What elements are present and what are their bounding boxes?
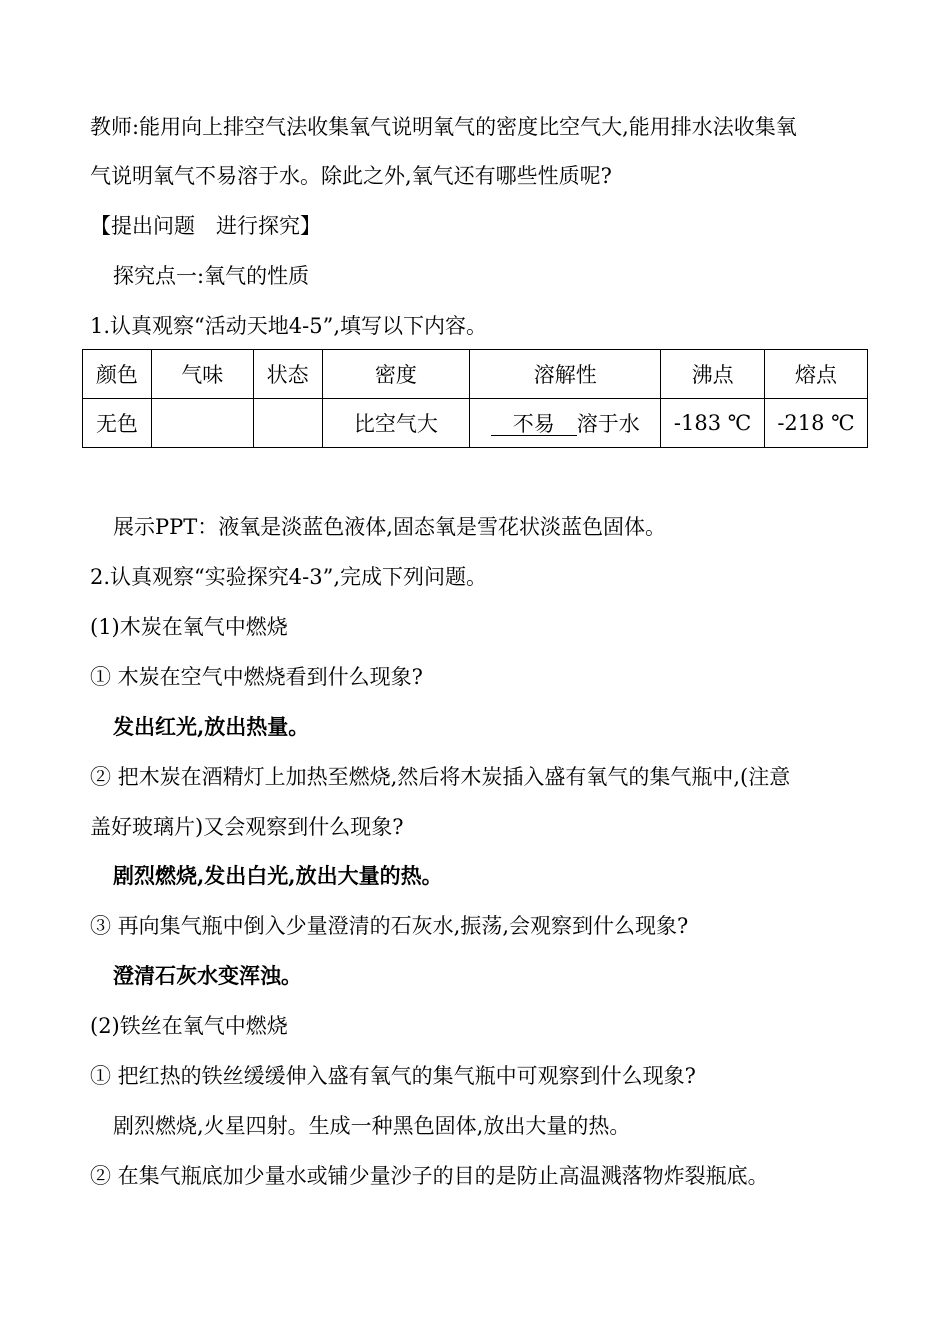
part-1-answer-2: 剧烈燃烧,发出白光,放出大量的热。 (113, 863, 443, 888)
part-2-title: (2)铁丝在氧气中燃烧 (90, 1014, 288, 1038)
ppt-note: 展示PPT：液氧是淡蓝色液体,固态氧是雪花状淡蓝色固体。 (113, 515, 666, 539)
inquiry-point-1: 探究点一:氧气的性质 (113, 264, 310, 288)
part-1-answer-1: 发出红光,放出热量。 (113, 714, 310, 739)
solubility-suffix: 溶于水 (576, 412, 640, 436)
part-1-title: (1)木炭在氧气中燃烧 (90, 615, 288, 639)
table-row (83, 399, 868, 448)
header-smell: 气味 (151, 350, 253, 399)
part-1-step-2-line-2: 盖好玻璃片)又会观察到什么现象? (90, 815, 404, 839)
part-2-step-2: ② 在集气瓶底加少量水或铺少量沙子的目的是防止高温溅落物炸裂瓶底。 (90, 1164, 769, 1188)
header-solubility: 溶解性 (470, 350, 661, 399)
question-1: 1.认真观察“活动天地4-5”,填写以下内容。 (90, 314, 487, 338)
cell-density: 比空气大 (322, 399, 470, 448)
header-color: 颜色 (83, 350, 152, 399)
header-boiling-point: 沸点 (661, 350, 765, 399)
solubility-fill-blank: 不易 (491, 413, 577, 436)
intro-line-2: 气说明氧气不易溶于水。除此之外,氧气还有哪些性质呢? (90, 164, 612, 188)
cell-smell (151, 399, 253, 448)
oxygen-properties-table (82, 349, 868, 448)
part-2-answer-1: 剧烈燃烧,火星四射。生成一种黑色固体,放出大量的热。 (113, 1114, 631, 1138)
header-state: 状态 (253, 350, 322, 399)
part-1-answer-3: 澄清石灰水变浑浊。 (113, 963, 302, 988)
cell-melting-point: -218 ℃ (765, 399, 868, 448)
cell-solubility (470, 399, 661, 448)
cell-color: 无色 (83, 399, 152, 448)
section-heading: 【提出问题 进行探究】 (90, 214, 321, 238)
header-density: 密度 (322, 350, 470, 399)
cell-state (253, 399, 322, 448)
part-1-step-1: ① 木炭在空气中燃烧看到什么现象? (90, 665, 423, 689)
question-2: 2.认真观察“实验探究4-3”,完成下列问题。 (90, 565, 487, 589)
header-melting-point: 熔点 (765, 350, 868, 399)
cell-boiling-point: -183 ℃ (661, 399, 765, 448)
part-1-step-2-line-1: ② 把木炭在酒精灯上加热至燃烧,然后将木炭插入盛有氧气的集气瓶中,(注意 (90, 765, 791, 789)
part-2-step-1: ① 把红热的铁丝缓缓伸入盛有氧气的集气瓶中可观察到什么现象? (90, 1064, 696, 1088)
intro-line-1: 教师:能用向上排空气法收集氧气说明氧气的密度比空气大,能用排水法收集氧 (90, 115, 797, 139)
table-header-row (83, 350, 868, 399)
part-1-step-3: ③ 再向集气瓶中倒入少量澄清的石灰水,振荡,会观察到什么现象? (90, 914, 689, 938)
